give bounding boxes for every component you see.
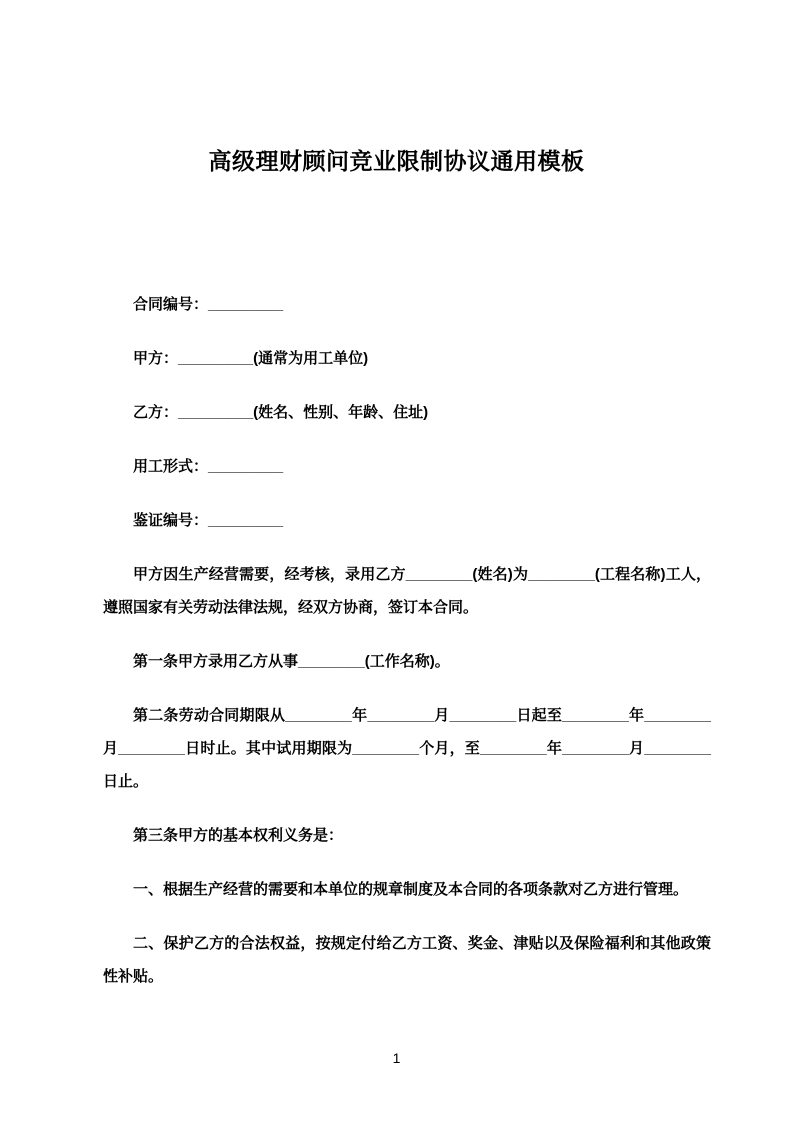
field-employment-type: 用工形式：_________ xyxy=(133,458,284,475)
intro-paragraph: 甲方因生产经营需要，经考核，录用乙方________(姓名)为________(工程名称)工人，遵照国家有关劳动法律法规，经双方协商，签订本合同。 xyxy=(103,566,711,616)
document-title: 高级理财顾问竞业限制协议通用模板 xyxy=(208,148,585,174)
article-3-heading: 第三条甲方的基本权利义务是： xyxy=(133,827,344,844)
field-party-b: 乙方：_________(姓名、性别、年龄、住址) xyxy=(133,404,429,421)
field-contract-number: 合同编号：_________ xyxy=(133,296,284,313)
article-3-item-1: 一、根据生产经营的需要和本单位的规章制度及本合同的各项条款对乙方进行管理。 xyxy=(133,881,689,898)
page-number: 1 xyxy=(392,1050,401,1066)
document-body xyxy=(0,176,793,993)
article-3-item-2: 二、保护乙方的合法权益，按规定付给乙方工资、奖金、津贴以及保险福利和其他政策性补贴。 xyxy=(103,935,711,985)
article-2: 第二条劳动合同期限从________年________月________日起至________年________月________日时止。其中试用期限为________个月，至________年________月________日止。 xyxy=(103,707,711,790)
field-certification-number: 鉴证编号：_________ xyxy=(133,512,284,529)
article-1: 第一条甲方录用乙方从事________(工作名称)。 xyxy=(133,653,450,670)
field-party-a: 甲方：_________(通常为用工单位) xyxy=(133,350,369,367)
